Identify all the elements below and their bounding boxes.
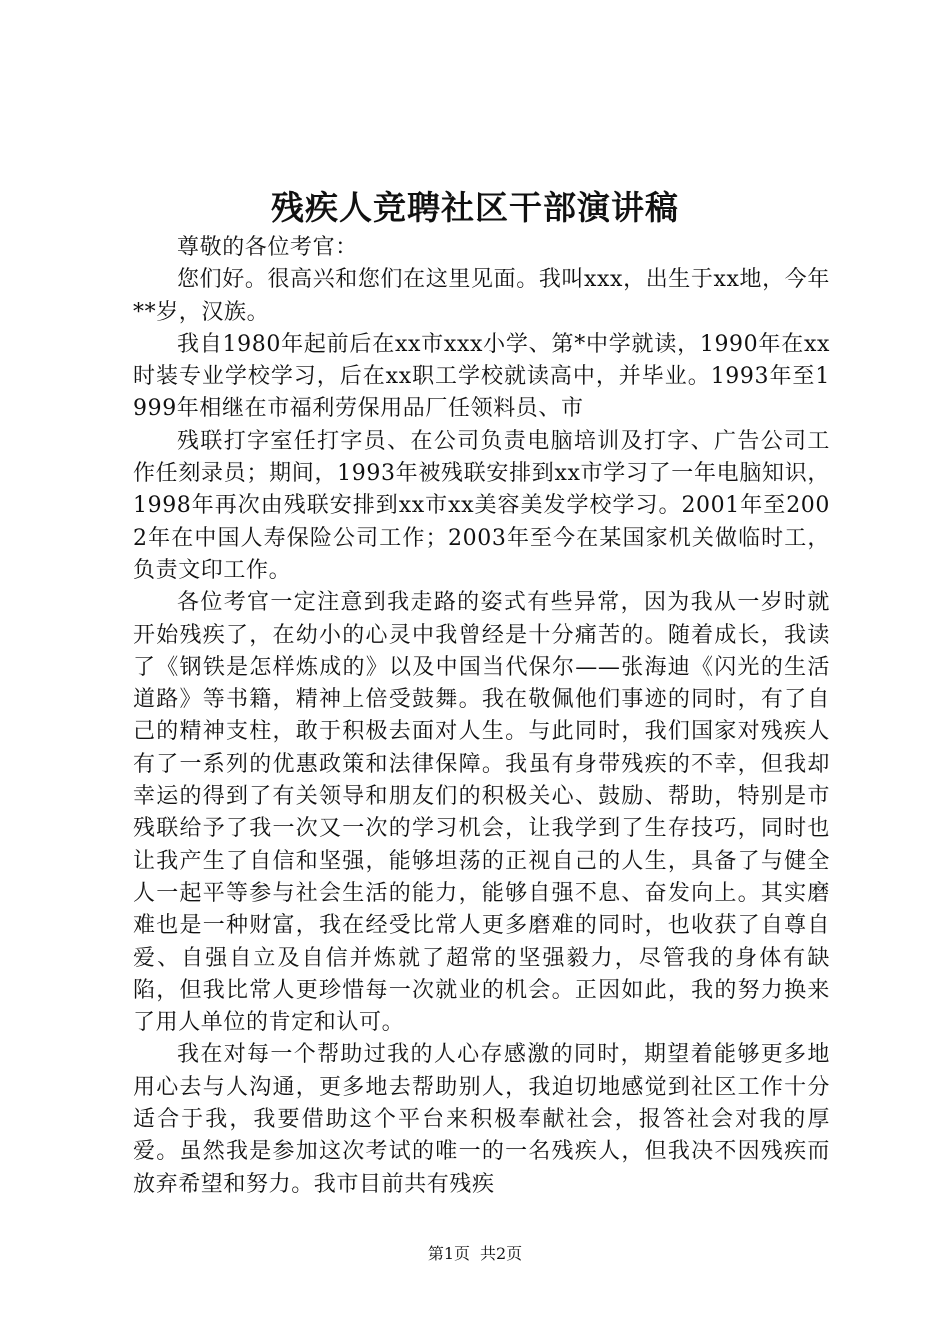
introduction-paragraph: 您们好。很高兴和您们在这里见面。我叫xxx，出生于xx地，今年**岁，汉族。	[133, 267, 830, 325]
education-paragraph: 我自1980年起前后在xx市xxx小学、第*中学就读，1990年在xx时装专业学校学习，后在xx职工学校就读高中，并毕业。1993年至1999年相继在市福利劳保用品厂任领料员、市	[133, 331, 830, 422]
page-footer	[0, 1243, 950, 1265]
page-total: 共2页	[480, 1244, 523, 1263]
document-body	[133, 232, 830, 1201]
document-title: 残疾人竞聘社区干部演讲稿	[271, 188, 679, 227]
greeting-paragraph: 尊敬的各位考官：	[177, 235, 358, 260]
personal-experience-paragraph: 各位考官一定注意到我走路的姿式有些异常，因为我从一岁时就开始残疾了，在幼小的心灵中我曾经是十分痛苦的。随着成长，我读了《钢铁是怎样炼成的》以及中国当代保尔——张海迪《闪光的生活道路》等书籍，精神上倍受鼓舞。我在敬佩他们事迹的同时，有了自己的精神支柱，敢于积极去面对人生。与此同时，我们国家对残疾人有了一系列的优惠政策和法律保障。我虽有身带残疾的不幸，但我却幸运的得到了有关领导和朋友们的积极关心、鼓励、帮助，特别是市残联给予了我一次又一次的学习机会，让我学到了生存技巧，同时也让我产生了自信和坚强，能够坦荡的正视自己的人生，具备了与健全人一起平等参与社会生活的能力，能够自强不息、奋发向上。其实磨难也是一种财富，我在经受比常人更多磨难的同时，也收获了自尊自爱、自强自立及自信并炼就了超常的坚强毅力，尽管我的身体有缺陷，但我比常人更珍惜每一次就业的机会。正因如此，我的努力换来了用人单位的肯定和认可。	[133, 590, 830, 1036]
work-history-paragraph: 残联打字室任打字员、在公司负责电脑培训及打字、广告公司工作任刻录员；期间，1993年被残联安排到xx市学习了一年电脑知识，1998年再次由残联安排到xx市xx美容美发学校学习。2001年至2002年在中国人寿保险公司工作；2003年至今在某国家机关做临时工，负责文印工作。	[133, 428, 830, 583]
motivation-paragraph: 我在对每一个帮助过我的人心存感激的同时，期望着能够更多地用心去与人沟通，更多地去帮助别人，我迫切地感觉到社区工作十分适合于我，我要借助这个平台来积极奉献社会，报答社会对我的厚爱。虽然我是参加这次考试的唯一的一名残疾人，但我决不因残疾而放弃希望和努力。我市目前共有残疾	[133, 1042, 830, 1197]
page-number: 第1页	[427, 1244, 470, 1263]
